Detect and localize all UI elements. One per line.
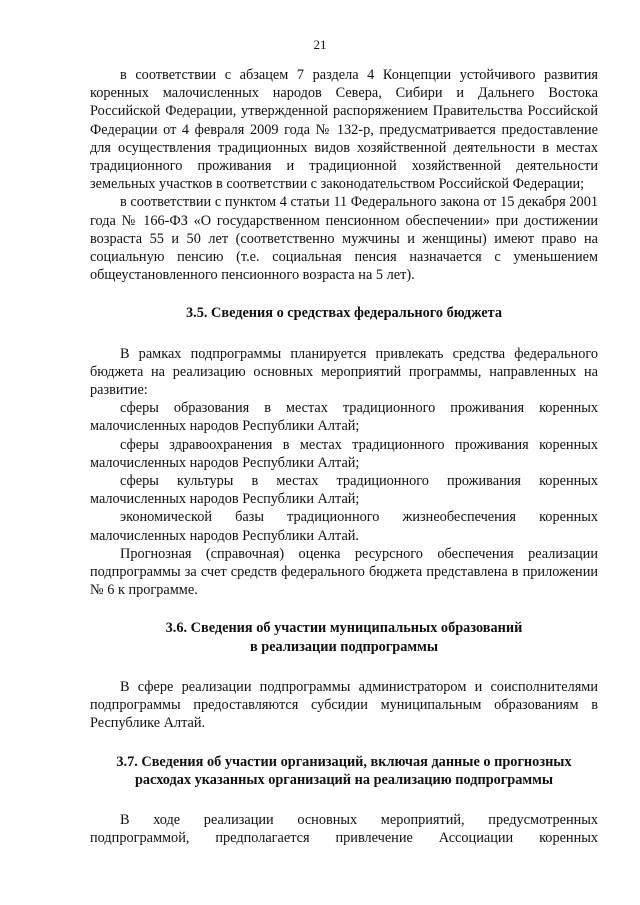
section-heading-line: 3.6. Сведения об участии муниципальных образований bbox=[165, 620, 523, 637]
document-body bbox=[90, 66, 598, 847]
paragraph: В сфере реализации подпрограммы администратором и соисполнителями подпрограммы предоставляются субсидии муниципальным образованиям в Республике Алтай. bbox=[90, 678, 598, 732]
paragraph: в соответствии с абзацем 7 раздела 4 Концепции устойчивого развития коренных малочисленных народов Севера, Сибири и Дальнего Востока Российской Федерации, утвержденной распоряжением Правительства Российской Федерации от 4 февраля 2009 года № 132-р, предусматривается предоставление для осуществления традиционных видов хозяйственной деятельности в местах традиционного проживания и традиционной хозяйственной деятельности земельных участков в соответствии с законодательством Российской Федерации; bbox=[90, 67, 598, 193]
section-heading bbox=[90, 304, 598, 322]
section-heading-line: 3.7. Сведения об участии организаций, включая данные о прогнозных bbox=[116, 753, 572, 770]
paragraph: в соответствии с пунктом 4 статьи 11 Федерального закона от 15 декабря 2001 года № 166-ФЗ «О государственном пенсионном обеспечении» при достижении возраста 55 и 50 лет (соответственно мужчины и женщины) имеют право на социальную пенсию (т.е. социальная пенсия назначается с уменьшением общеустановленного пенсионного возраста на 5 лет). bbox=[90, 194, 598, 284]
paragraph: В рамках подпрограммы планируется привлекать средства федерального бюджета на реализацию основных мероприятий программы, направленных на развитие: bbox=[90, 345, 598, 399]
paragraph: сферы здравоохранения в местах традиционного проживания коренных малочисленных народов Республики Алтай; bbox=[90, 436, 598, 471]
paragraph: экономической базы традиционного жизнеобеспечения коренных малочисленных народов Республики Алтай. bbox=[90, 509, 598, 544]
page-number: 21 bbox=[313, 37, 327, 52]
paragraph: Прогнозная (справочная) оценка ресурсного обеспечения реализации подпрограммы за счет средств федерального бюджета представлена в приложении № 6 к программе. bbox=[90, 545, 598, 599]
section-heading bbox=[90, 753, 598, 789]
paragraph: сферы культуры в местах традиционного проживания коренных малочисленных народов Республики Алтай; bbox=[90, 473, 598, 508]
section-heading bbox=[90, 619, 598, 655]
paragraph: сферы образования в местах традиционного проживания коренных малочисленных народов Республики Алтай; bbox=[90, 400, 598, 435]
section-heading-line: 3.5. Сведения о средствах федерального бюджета bbox=[186, 305, 502, 322]
section-heading-line: расходах указанных организаций на реализацию подпрограммы bbox=[134, 771, 554, 788]
paragraph: В ходе реализации основных мероприятий, предусмотренных подпрограммой, предполагается привлечение Ассоциации коренных bbox=[90, 811, 598, 847]
section-heading-line: в реализации подпрограммы bbox=[249, 638, 439, 655]
